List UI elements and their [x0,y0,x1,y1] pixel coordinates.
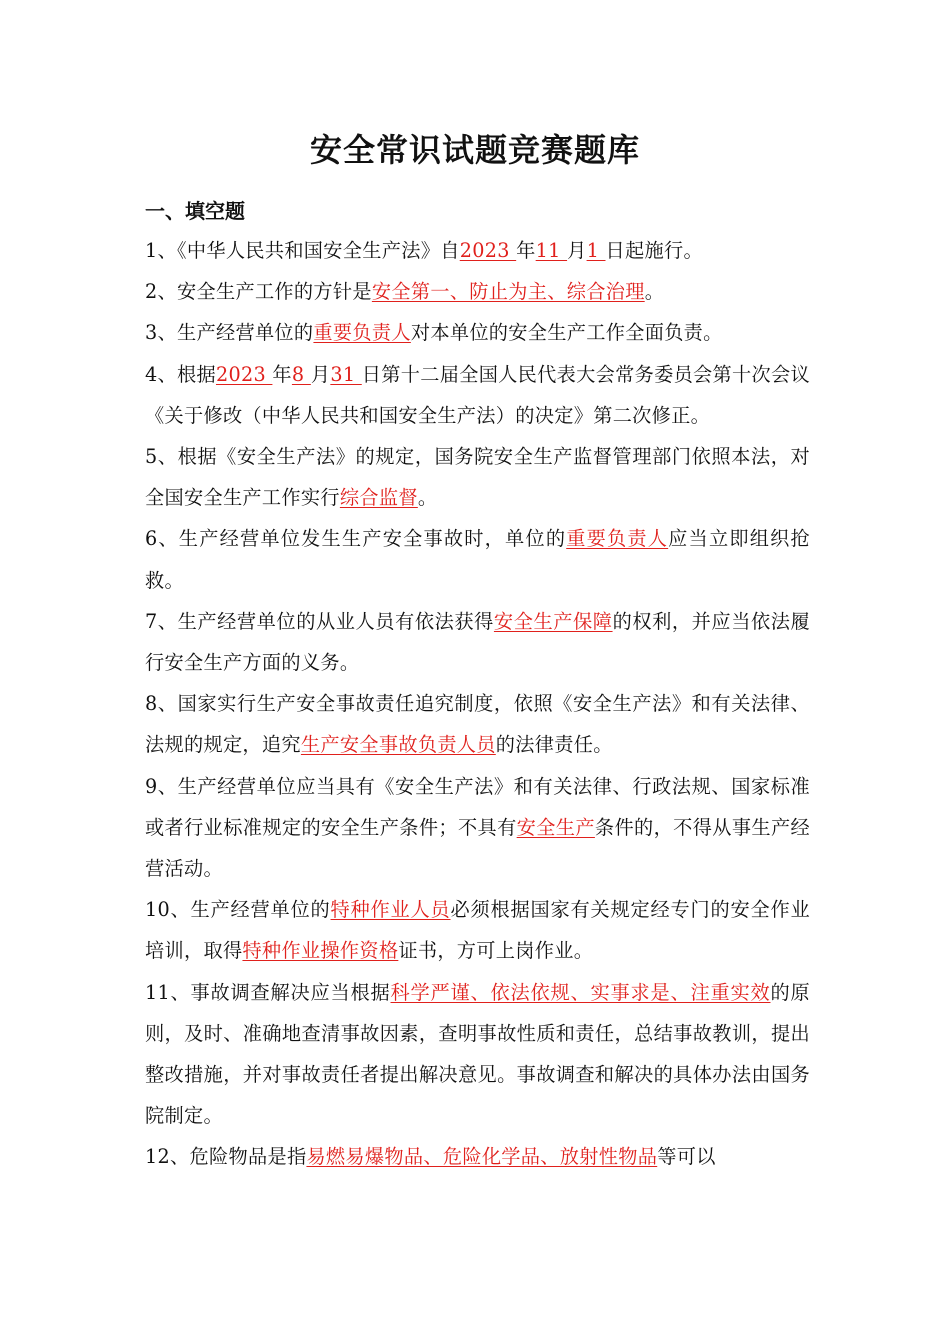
question-text: 等可以 [657,1145,716,1169]
question-text: 应当立即组织抢救。 [145,527,810,592]
answer-text: 31 [330,362,362,386]
question-text: 必须根据国家有关规定经专门的安全作业培训，取得 [145,898,810,963]
answer-text: 重要负责人 [313,321,411,345]
page-title: 安全常识试题竞赛题库 [309,131,640,169]
question-text: 条件的，不得从事生产经营活动。 [145,815,810,881]
question-text: 6、生产经营单位发生生产安全事故时，单位的 [145,527,567,551]
question-text: 11、事故调查解决应当根据 [145,980,391,1004]
question-text: 对本单位的安全生产工作全面负责。 [410,321,723,345]
question-text: 10、生产经营单位的 [145,898,331,922]
question-text: 2、安全生产工作的方针是 [145,280,372,304]
answer-text: 安全生产保障 [493,609,613,633]
question-item [145,889,810,971]
question-text: 日起施行。 [605,239,703,262]
question-text: 的法律责任。 [495,733,613,757]
answer-text: 2023 [459,239,517,262]
question-item [145,518,810,600]
question-text: 8、国家实行生产安全事故责任追究制度，依照《安全生产法》和有关法律、法规的规定，追究 [145,692,810,757]
answer-text: 安全生产 [516,815,595,839]
question-item [145,766,810,890]
question-text: 月 [310,362,331,386]
question-text: 1、《中华人民共和国安全生产法》自 [145,239,460,262]
answer-text: 综合监督 [339,486,418,510]
question-list [145,230,810,1178]
question-text: 的原则，及时、准确地查清事故因素，查明事故性质和责任，总结事故教训，提出整改措施，并对事故责任者提出解决意见。事故调查和解决的具体办法由国务院制定。 [145,980,810,1128]
question-text: 月 [567,239,587,262]
question-text: 证书，方可上岗作业。 [398,939,594,963]
answer-text: 重要负责人 [566,527,669,551]
question-item [145,230,810,271]
question-text: 3、生产经营单位的 [145,321,314,345]
question-text: 的权利，并应当依法履行安全生产方面的义务。 [145,609,810,675]
question-text: 9、生产经营单位应当具有《安全生产法》和有关法律、行政法规、国家标准或者行业标准规定的安全生产条件；不具有 [145,774,810,839]
question-item [145,312,810,353]
question-item [145,683,810,765]
question-text: 。 [644,280,665,304]
question-text: 4、根据 [145,362,216,386]
answer-text: 特种作业操作资格 [242,939,399,963]
question-item [145,271,810,312]
answer-text: 特种作业人员 [330,898,451,922]
question-item [145,972,810,1137]
question-text: 7、生产经营单位的从业人员有依法获得 [145,609,494,633]
answer-text: 11 [535,239,568,262]
question-text: 年 [516,239,536,262]
question-text: 。 [417,486,438,510]
question-item [145,354,810,436]
question-text: 年 [272,362,292,386]
question-text: 5、根据《安全生产法》的规定，国务院安全生产监督管理部门依照本法，对全国安全生产工作实行 [145,445,810,510]
question-item [145,1136,810,1177]
answer-text: 8 [291,362,311,386]
answer-text: 1 [586,239,606,262]
answer-text: 易燃易爆物品、危险化学品、放射性物品 [306,1145,658,1169]
question-item [145,436,810,518]
question-text: 12、危险物品是指 [145,1145,307,1169]
question-item [145,601,810,683]
answer-text: 科学严谨、依法依规、实事求是、注重实效 [390,980,771,1004]
answer-text: 生产安全事故负责人员 [300,733,496,757]
section-heading: 一、填空题 [145,199,245,223]
answer-text: 2023 [215,362,273,386]
answer-text: 安全第一、防止为主、综合治理 [371,280,645,304]
question-text: 日第十二届全国人民代表大会常务委员会第十次会议《关于修改（中华人民共和国安全生产法）的决定》第二次修正。 [145,362,810,427]
